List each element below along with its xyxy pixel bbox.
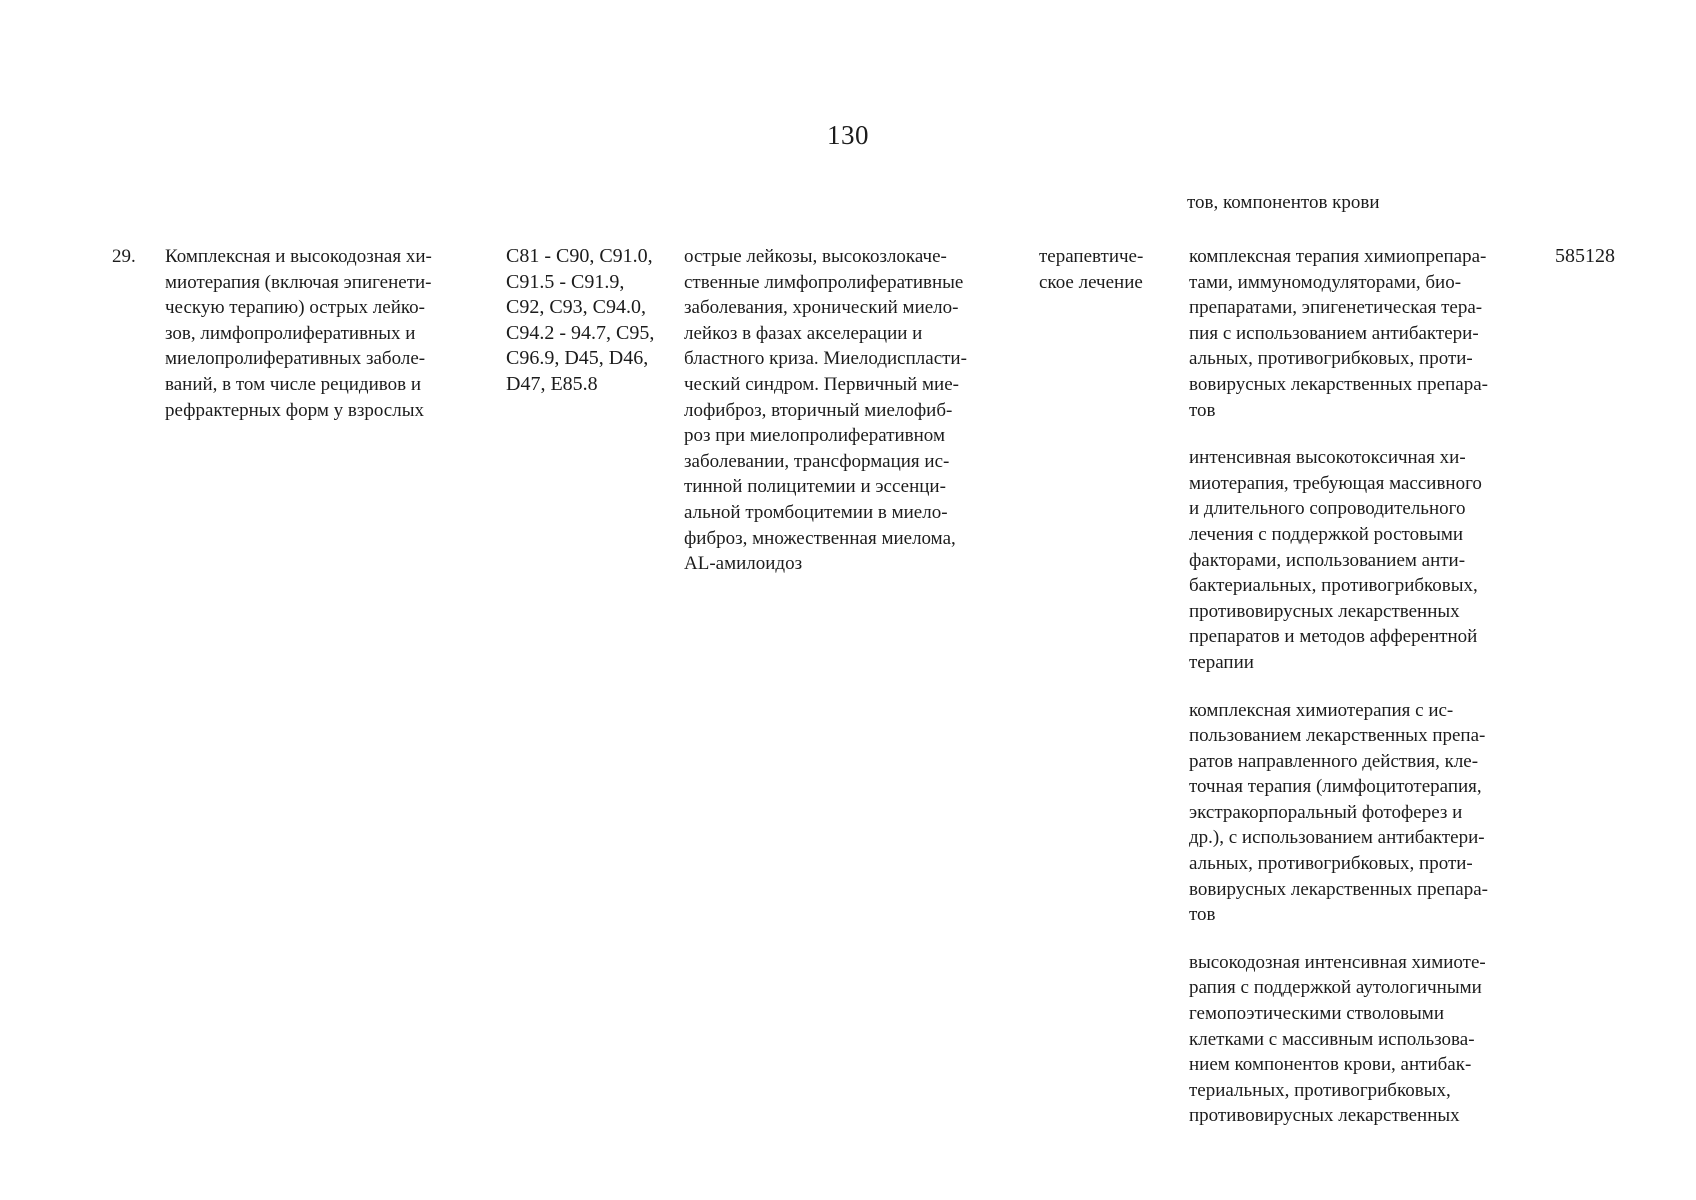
treatment-method-line: лечения с поддержкой ростовыми	[1189, 523, 1464, 545]
treatment-method-line: комплексная терапия химиопрепара-	[1189, 246, 1487, 267]
treatment-name-line: миотерапия (включая эпигенети-	[165, 271, 432, 293]
treatment-method-line: комплексная химиотерапия с ис-	[1189, 699, 1454, 721]
page-number: 130	[827, 120, 869, 150]
disease-model-line: фиброз, множественная миелома,	[684, 527, 956, 549]
disease-model-line: ственные лимфопролиферативные	[684, 271, 964, 293]
disease-model-cell	[684, 244, 967, 577]
treatment-type-line: терапевтиче-	[1039, 246, 1144, 267]
treatment-method-line: альных, противогрибковых, проти-	[1189, 853, 1473, 875]
icd-codes-line: C91.5 - C91.9,	[506, 270, 625, 293]
treatment-method-line: вовирусных лекарственных препара-	[1189, 878, 1488, 900]
treatment-method-line: миотерапия, требующая массивного	[1189, 472, 1482, 494]
treatment-name-line: Комплексная и высокодозная хи-	[165, 246, 432, 267]
treatment-name-line: рефрактерных форм у взрослых	[165, 399, 424, 421]
treatment-method-line: тами, иммуномодуляторами, био-	[1189, 271, 1462, 293]
treatment-type-cell	[1039, 244, 1143, 295]
treatment-method-line: терапии	[1189, 651, 1254, 673]
treatment-methods-cell	[1189, 244, 1488, 1151]
icd-codes-line: C92, C93, C94.0,	[506, 296, 647, 319]
treatment-method-line: препаратами, эпигенетическая тера-	[1189, 297, 1483, 319]
treatment-method-block	[1189, 698, 1488, 928]
disease-model-line: тинной полицитемии и эссенци-	[684, 476, 946, 498]
treatment-method-block	[1189, 445, 1488, 675]
treatment-method-block	[1189, 950, 1488, 1129]
treatment-method-line: пия с использованием антибактери-	[1189, 322, 1479, 344]
treatment-method-line: рапия с поддержкой аутологичными	[1189, 977, 1482, 999]
treatment-method-line: высокодозная интенсивная химиоте-	[1189, 951, 1486, 973]
treatment-method-line: интенсивная высокотоксичная хи-	[1189, 447, 1466, 469]
treatment-method-line: гемопоэтическими стволовыми	[1189, 1003, 1444, 1025]
treatment-name-cell	[165, 244, 432, 423]
row-number: 29.	[112, 246, 136, 267]
disease-model-line: заболевании, трансформация ис-	[684, 450, 950, 472]
treatment-method-line: тов	[1189, 904, 1216, 926]
disease-model-line: заболевания, хронический миело-	[684, 297, 959, 319]
treatment-method-line: альных, противогрибковых, проти-	[1189, 348, 1473, 370]
icd-codes-line: C96.9, D45, D46,	[506, 347, 649, 370]
treatment-method-line: пользованием лекарственных препа-	[1189, 725, 1486, 747]
treatment-name-line: ческую терапию) острых лейко-	[165, 297, 425, 319]
icd-codes-line: C94.2 - 94.7, C95,	[506, 321, 655, 344]
icd-codes-cell	[506, 244, 654, 398]
treatment-method-line: нием компонентов крови, антибак-	[1189, 1054, 1472, 1076]
treatment-name-line: зов, лимфопролиферативных и	[165, 322, 416, 344]
disease-model-line: острые лейкозы, высокозлокаче-	[684, 246, 947, 267]
treatment-name-line: миелопролиферативных заболе-	[165, 348, 426, 370]
treatment-method-line: противовирусных лекарственных	[1189, 1105, 1460, 1127]
disease-model-line: роз при миелопролиферативном	[684, 425, 945, 447]
disease-model-line: бластного криза. Миелодиспласти-	[684, 348, 967, 370]
treatment-method-line: факторами, использованием анти-	[1189, 549, 1466, 571]
treatment-method-line: вовирусных лекарственных препара-	[1189, 373, 1488, 395]
treatment-name-line: ваний, в том числе рецидивов и	[165, 373, 421, 395]
treatment-method-line: противовирусных лекарственных	[1189, 600, 1460, 622]
icd-codes-line: C81 - C90, C91.0,	[506, 245, 653, 267]
treatment-method-line: тов	[1189, 399, 1216, 421]
treatment-method-line: экстракорпоральный фотоферез и	[1189, 801, 1463, 823]
disease-model-line: ческий синдром. Первичный мие-	[684, 373, 959, 395]
treatment-method-line: териальных, противогрибковых,	[1189, 1079, 1451, 1101]
disease-model-line: альной тромбоцитемии в миело-	[684, 501, 948, 523]
disease-model-line: AL-амилоидоз	[684, 553, 803, 575]
disease-model-line: лейкоз в фазах акселерации и	[684, 322, 923, 344]
disease-model-line: лофиброз, вторичный миелофиб-	[684, 399, 953, 421]
treatment-method-line: препаратов и методов афферентной	[1189, 626, 1478, 648]
treatment-method-line: др.), с использованием антибактери-	[1189, 827, 1485, 849]
icd-codes-line: D47, E85.8	[506, 372, 598, 395]
treatment-type-line: ское лечение	[1039, 271, 1143, 293]
treatment-method-block	[1189, 244, 1488, 423]
treatment-method-line: точная терапия (лимфоцитотерапия,	[1189, 776, 1482, 798]
treatment-method-line: ратов направленного действия, кле-	[1189, 750, 1479, 772]
treatment-method-line: бактериальных, противогрибковых,	[1189, 575, 1478, 597]
treatment-method-line: и длительного сопроводительного	[1189, 498, 1466, 520]
treatment-method-line: клетками с массивным использова-	[1189, 1028, 1475, 1050]
cost-cell: 585128	[1555, 245, 1615, 267]
carried-over-text: тов, компонентов крови	[1187, 192, 1380, 213]
